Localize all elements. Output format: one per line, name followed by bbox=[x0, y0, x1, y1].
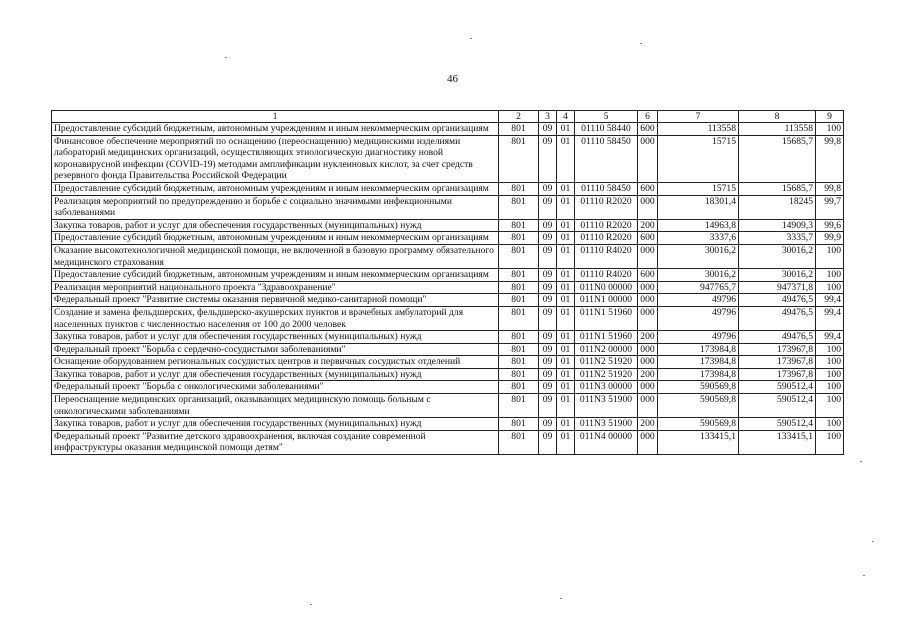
section-code-cell: 09 bbox=[539, 244, 557, 268]
subsection-code-cell: 01 bbox=[557, 394, 575, 418]
table-row bbox=[52, 294, 844, 307]
executed-amount-cell: 173967,8 bbox=[739, 356, 816, 369]
table-row bbox=[52, 195, 844, 219]
target-article-cell: 011N2 51920 bbox=[575, 356, 638, 369]
subsection-code-cell: 01 bbox=[557, 232, 575, 245]
row-name-cell: Закупка товаров, работ и услуг для обеспечения государственных (муниципальных) нужд bbox=[52, 368, 499, 381]
row-name-cell: Предоставление субсидий бюджетным, автономным учреждениям и иным некоммерческим организациям bbox=[52, 123, 499, 136]
expense-type-cell: 200 bbox=[638, 331, 658, 344]
row-name-cell: Федеральный проект "Борьба с онкологическими заболеваниями" bbox=[52, 381, 499, 394]
expense-type-cell: 000 bbox=[638, 430, 658, 454]
planned-amount-cell: 30016,2 bbox=[658, 244, 739, 268]
planned-amount-cell: 49796 bbox=[658, 294, 739, 307]
ministry-code-cell: 801 bbox=[499, 343, 539, 356]
row-name-cell: Закупка товаров, работ и услуг для обеспечения государственных (муниципальных) нужд bbox=[52, 418, 499, 431]
scan-speck bbox=[310, 604, 312, 605]
ministry-code-cell: 801 bbox=[499, 219, 539, 232]
target-article-cell: 011N4 00000 bbox=[575, 430, 638, 454]
row-name-cell: Финансовое обеспечение мероприятий по оснащению (переоснащению) медицинскими изделиями лабораторий медицинских организаций, осуществляющих этиологическую диагностику новой коронавирусной инфекции (COVID-19) методами амплификации нуклеиновых кислот, за счет средств резервного фонда Правительства Российской Федерации bbox=[52, 135, 499, 182]
target-article-cell: 011N1 51960 bbox=[575, 306, 638, 330]
executed-amount-cell: 49476,5 bbox=[739, 331, 816, 344]
subsection-code-cell: 01 bbox=[557, 294, 575, 307]
scan-speck bbox=[225, 57, 227, 58]
scan-speck bbox=[860, 461, 862, 462]
execution-percent-cell: 100 bbox=[816, 381, 844, 394]
target-article-cell: 01110 R2020 bbox=[575, 195, 638, 219]
planned-amount-cell: 113558 bbox=[658, 123, 739, 136]
execution-percent-cell: 100 bbox=[816, 418, 844, 431]
section-code-cell: 09 bbox=[539, 343, 557, 356]
planned-amount-cell: 15715 bbox=[658, 135, 739, 182]
expense-type-cell: 000 bbox=[638, 195, 658, 219]
executed-amount-cell: 173967,8 bbox=[739, 368, 816, 381]
subsection-code-cell: 01 bbox=[557, 182, 575, 195]
executed-amount-cell: 49476,5 bbox=[739, 306, 816, 330]
execution-percent-cell: 100 bbox=[816, 244, 844, 268]
table-row bbox=[52, 356, 844, 369]
target-article-cell: 01110 R4020 bbox=[575, 269, 638, 282]
target-article-cell: 011N3 51900 bbox=[575, 418, 638, 431]
subsection-code-cell: 01 bbox=[557, 381, 575, 394]
ministry-code-cell: 801 bbox=[499, 430, 539, 454]
target-article-cell: 01110 R2020 bbox=[575, 232, 638, 245]
planned-amount-cell: 49796 bbox=[658, 331, 739, 344]
section-code-cell: 09 bbox=[539, 294, 557, 307]
table-row bbox=[52, 281, 844, 294]
target-article-cell: 011N3 00000 bbox=[575, 381, 638, 394]
ministry-code-cell: 801 bbox=[499, 123, 539, 136]
ministry-code-cell: 801 bbox=[499, 331, 539, 344]
execution-percent-cell: 99,7 bbox=[816, 195, 844, 219]
table-row bbox=[52, 306, 844, 330]
row-name-cell: Предоставление субсидий бюджетным, автономным учреждениям и иным некоммерческим организациям bbox=[52, 182, 499, 195]
executed-amount-cell: 15685,7 bbox=[739, 182, 816, 195]
planned-amount-cell: 590569,8 bbox=[658, 381, 739, 394]
execution-percent-cell: 99,4 bbox=[816, 306, 844, 330]
expense-type-cell: 600 bbox=[638, 269, 658, 282]
row-name-cell: Закупка товаров, работ и услуг для обеспечения государственных (муниципальных) нужд bbox=[52, 219, 499, 232]
page-number: 46 bbox=[447, 73, 458, 85]
target-article-cell: 011N0 00000 bbox=[575, 281, 638, 294]
execution-percent-cell: 99,6 bbox=[816, 219, 844, 232]
table-row bbox=[52, 368, 844, 381]
table-row bbox=[52, 418, 844, 431]
ministry-code-cell: 801 bbox=[499, 135, 539, 182]
section-code-cell: 09 bbox=[539, 232, 557, 245]
planned-amount-cell: 30016,2 bbox=[658, 269, 739, 282]
subsection-code-cell: 01 bbox=[557, 195, 575, 219]
ministry-code-cell: 801 bbox=[499, 356, 539, 369]
section-code-cell: 09 bbox=[539, 356, 557, 369]
table-row bbox=[52, 331, 844, 344]
row-name-cell: Реализация мероприятий национального проекта "Здравоохранение" bbox=[52, 281, 499, 294]
execution-percent-cell: 100 bbox=[816, 394, 844, 418]
planned-amount-cell: 14963,8 bbox=[658, 219, 739, 232]
subsection-code-cell: 01 bbox=[557, 269, 575, 282]
planned-amount-cell: 590569,8 bbox=[658, 418, 739, 431]
ministry-code-cell: 801 bbox=[499, 244, 539, 268]
execution-percent-cell: 100 bbox=[816, 343, 844, 356]
section-code-cell: 09 bbox=[539, 281, 557, 294]
table-row bbox=[52, 123, 844, 136]
column-header-3: 3 bbox=[539, 111, 557, 123]
table-row bbox=[52, 343, 844, 356]
scan-speck bbox=[863, 575, 865, 576]
scan-speck bbox=[872, 541, 874, 542]
expense-type-cell: 200 bbox=[638, 219, 658, 232]
row-name-cell: Оснащение оборудованием региональных сосудистых центров и первичных сосудистых отделений bbox=[52, 356, 499, 369]
row-name-cell: Закупка товаров, работ и услуг для обеспечения государственных (муниципальных) нужд bbox=[52, 331, 499, 344]
planned-amount-cell: 49796 bbox=[658, 306, 739, 330]
target-article-cell: 01110 R4020 bbox=[575, 244, 638, 268]
row-name-cell: Федеральный проект "Борьба с сердечно-сосудистыми заболеваниями" bbox=[52, 343, 499, 356]
executed-amount-cell: 947371,8 bbox=[739, 281, 816, 294]
executed-amount-cell: 133415,1 bbox=[739, 430, 816, 454]
subsection-code-cell: 01 bbox=[557, 331, 575, 344]
ministry-code-cell: 801 bbox=[499, 394, 539, 418]
expense-type-cell: 600 bbox=[638, 182, 658, 195]
execution-percent-cell: 100 bbox=[816, 269, 844, 282]
ministry-code-cell: 801 bbox=[499, 368, 539, 381]
expense-type-cell: 000 bbox=[638, 281, 658, 294]
table-header-row bbox=[52, 111, 844, 123]
planned-amount-cell: 18301,4 bbox=[658, 195, 739, 219]
row-name-cell: Предоставление субсидий бюджетным, автономным учреждениям и иным некоммерческим организациям bbox=[52, 232, 499, 245]
expense-type-cell: 000 bbox=[638, 306, 658, 330]
expense-type-cell: 000 bbox=[638, 135, 658, 182]
executed-amount-cell: 15685,7 bbox=[739, 135, 816, 182]
subsection-code-cell: 01 bbox=[557, 306, 575, 330]
subsection-code-cell: 01 bbox=[557, 356, 575, 369]
planned-amount-cell: 947765,7 bbox=[658, 281, 739, 294]
section-code-cell: 09 bbox=[539, 381, 557, 394]
table-row bbox=[52, 394, 844, 418]
expense-type-cell: 600 bbox=[638, 123, 658, 136]
scan-speck bbox=[640, 43, 642, 44]
executed-amount-cell: 590512,4 bbox=[739, 381, 816, 394]
row-name-cell: Федеральный проект "Развитие системы оказания первичной медико-санитарной помощи" bbox=[52, 294, 499, 307]
executed-amount-cell: 173967,8 bbox=[739, 343, 816, 356]
section-code-cell: 09 bbox=[539, 394, 557, 418]
section-code-cell: 09 bbox=[539, 331, 557, 344]
budget-table bbox=[51, 110, 844, 455]
expense-type-cell: 000 bbox=[638, 394, 658, 418]
table-row bbox=[52, 182, 844, 195]
column-header-8: 8 bbox=[739, 111, 816, 123]
table-row bbox=[52, 232, 844, 245]
column-header-9: 9 bbox=[816, 111, 844, 123]
expense-type-cell: 000 bbox=[638, 356, 658, 369]
target-article-cell: 01110 58450 bbox=[575, 182, 638, 195]
section-code-cell: 09 bbox=[539, 123, 557, 136]
section-code-cell: 09 bbox=[539, 219, 557, 232]
planned-amount-cell: 590569,8 bbox=[658, 394, 739, 418]
expense-type-cell: 200 bbox=[638, 368, 658, 381]
expense-type-cell: 000 bbox=[638, 244, 658, 268]
executed-amount-cell: 30016,2 bbox=[739, 244, 816, 268]
subsection-code-cell: 01 bbox=[557, 135, 575, 182]
section-code-cell: 09 bbox=[539, 269, 557, 282]
executed-amount-cell: 49476,5 bbox=[739, 294, 816, 307]
execution-percent-cell: 100 bbox=[816, 368, 844, 381]
table-row bbox=[52, 219, 844, 232]
ministry-code-cell: 801 bbox=[499, 294, 539, 307]
section-code-cell: 09 bbox=[539, 430, 557, 454]
executed-amount-cell: 113558 bbox=[739, 123, 816, 136]
table-row bbox=[52, 430, 844, 454]
executed-amount-cell: 30016,2 bbox=[739, 269, 816, 282]
column-header-6: 6 bbox=[638, 111, 658, 123]
ministry-code-cell: 801 bbox=[499, 381, 539, 394]
ministry-code-cell: 801 bbox=[499, 182, 539, 195]
ministry-code-cell: 801 bbox=[499, 281, 539, 294]
execution-percent-cell: 100 bbox=[816, 281, 844, 294]
execution-percent-cell: 100 bbox=[816, 430, 844, 454]
row-name-cell: Предоставление субсидий бюджетным, автономным учреждениям и иным некоммерческим организациям bbox=[52, 269, 499, 282]
target-article-cell: 01110 58450 bbox=[575, 135, 638, 182]
target-article-cell: 011N2 00000 bbox=[575, 343, 638, 356]
ministry-code-cell: 801 bbox=[499, 306, 539, 330]
executed-amount-cell: 590512,4 bbox=[739, 418, 816, 431]
column-header-2: 2 bbox=[499, 111, 539, 123]
subsection-code-cell: 01 bbox=[557, 219, 575, 232]
row-name-cell: Создание и замена фельдшерских, фельдшерско-акушерских пунктов и врачебных амбулаторий для населенных пунктов с численностью населения от 100 до 2000 человек bbox=[52, 306, 499, 330]
execution-percent-cell: 99,4 bbox=[816, 331, 844, 344]
execution-percent-cell: 99,4 bbox=[816, 294, 844, 307]
scan-speck bbox=[560, 598, 562, 599]
execution-percent-cell: 99,8 bbox=[816, 135, 844, 182]
ministry-code-cell: 801 bbox=[499, 232, 539, 245]
target-article-cell: 011N3 51900 bbox=[575, 394, 638, 418]
executed-amount-cell: 14909,3 bbox=[739, 219, 816, 232]
target-article-cell: 011N1 51960 bbox=[575, 331, 638, 344]
subsection-code-cell: 01 bbox=[557, 430, 575, 454]
section-code-cell: 09 bbox=[539, 418, 557, 431]
table-row bbox=[52, 135, 844, 182]
subsection-code-cell: 01 bbox=[557, 418, 575, 431]
target-article-cell: 01110 58440 bbox=[575, 123, 638, 136]
subsection-code-cell: 01 bbox=[557, 281, 575, 294]
target-article-cell: 011N1 00000 bbox=[575, 294, 638, 307]
table-row bbox=[52, 244, 844, 268]
execution-percent-cell: 99,9 bbox=[816, 232, 844, 245]
section-code-cell: 09 bbox=[539, 182, 557, 195]
subsection-code-cell: 01 bbox=[557, 368, 575, 381]
table-body bbox=[52, 123, 844, 455]
planned-amount-cell: 3337,6 bbox=[658, 232, 739, 245]
planned-amount-cell: 133415,1 bbox=[658, 430, 739, 454]
planned-amount-cell: 173984,8 bbox=[658, 343, 739, 356]
ministry-code-cell: 801 bbox=[499, 195, 539, 219]
planned-amount-cell: 15715 bbox=[658, 182, 739, 195]
executed-amount-cell: 590512,4 bbox=[739, 394, 816, 418]
row-name-cell: Федеральный проект "Развитие детского здравоохранения, включая создание современной инфраструктуры оказания медицинской помощи детям" bbox=[52, 430, 499, 454]
expense-type-cell: 200 bbox=[638, 418, 658, 431]
expense-type-cell: 600 bbox=[638, 232, 658, 245]
executed-amount-cell: 3335,7 bbox=[739, 232, 816, 245]
row-name-cell: Оказание высокотехнологичной медицинской помощи, не включенной в базовую программу обязательного медицинского страхования bbox=[52, 244, 499, 268]
execution-percent-cell: 99,8 bbox=[816, 182, 844, 195]
executed-amount-cell: 18245 bbox=[739, 195, 816, 219]
section-code-cell: 09 bbox=[539, 135, 557, 182]
section-code-cell: 09 bbox=[539, 306, 557, 330]
section-code-cell: 09 bbox=[539, 195, 557, 219]
expense-type-cell: 000 bbox=[638, 343, 658, 356]
scan-speck bbox=[470, 38, 472, 39]
column-header-4: 4 bbox=[557, 111, 575, 123]
row-name-cell: Реализация мероприятий по предупреждению и борьбе с социально значимыми инфекционными заболеваниями bbox=[52, 195, 499, 219]
planned-amount-cell: 173984,8 bbox=[658, 368, 739, 381]
column-header-1: 1 bbox=[52, 111, 499, 123]
subsection-code-cell: 01 bbox=[557, 123, 575, 136]
ministry-code-cell: 801 bbox=[499, 418, 539, 431]
expense-type-cell: 000 bbox=[638, 381, 658, 394]
column-header-5: 5 bbox=[575, 111, 638, 123]
target-article-cell: 01110 R2020 bbox=[575, 219, 638, 232]
target-article-cell: 011N2 51920 bbox=[575, 368, 638, 381]
row-name-cell: Переоснащение медицинских организаций, оказывающих медицинскую помощь больным с онкологическими заболеваниями bbox=[52, 394, 499, 418]
execution-percent-cell: 100 bbox=[816, 356, 844, 369]
expense-type-cell: 000 bbox=[638, 294, 658, 307]
subsection-code-cell: 01 bbox=[557, 343, 575, 356]
ministry-code-cell: 801 bbox=[499, 269, 539, 282]
table-row bbox=[52, 381, 844, 394]
planned-amount-cell: 173984,8 bbox=[658, 356, 739, 369]
column-header-7: 7 bbox=[658, 111, 739, 123]
subsection-code-cell: 01 bbox=[557, 244, 575, 268]
execution-percent-cell: 100 bbox=[816, 123, 844, 136]
table-row bbox=[52, 269, 844, 282]
section-code-cell: 09 bbox=[539, 368, 557, 381]
